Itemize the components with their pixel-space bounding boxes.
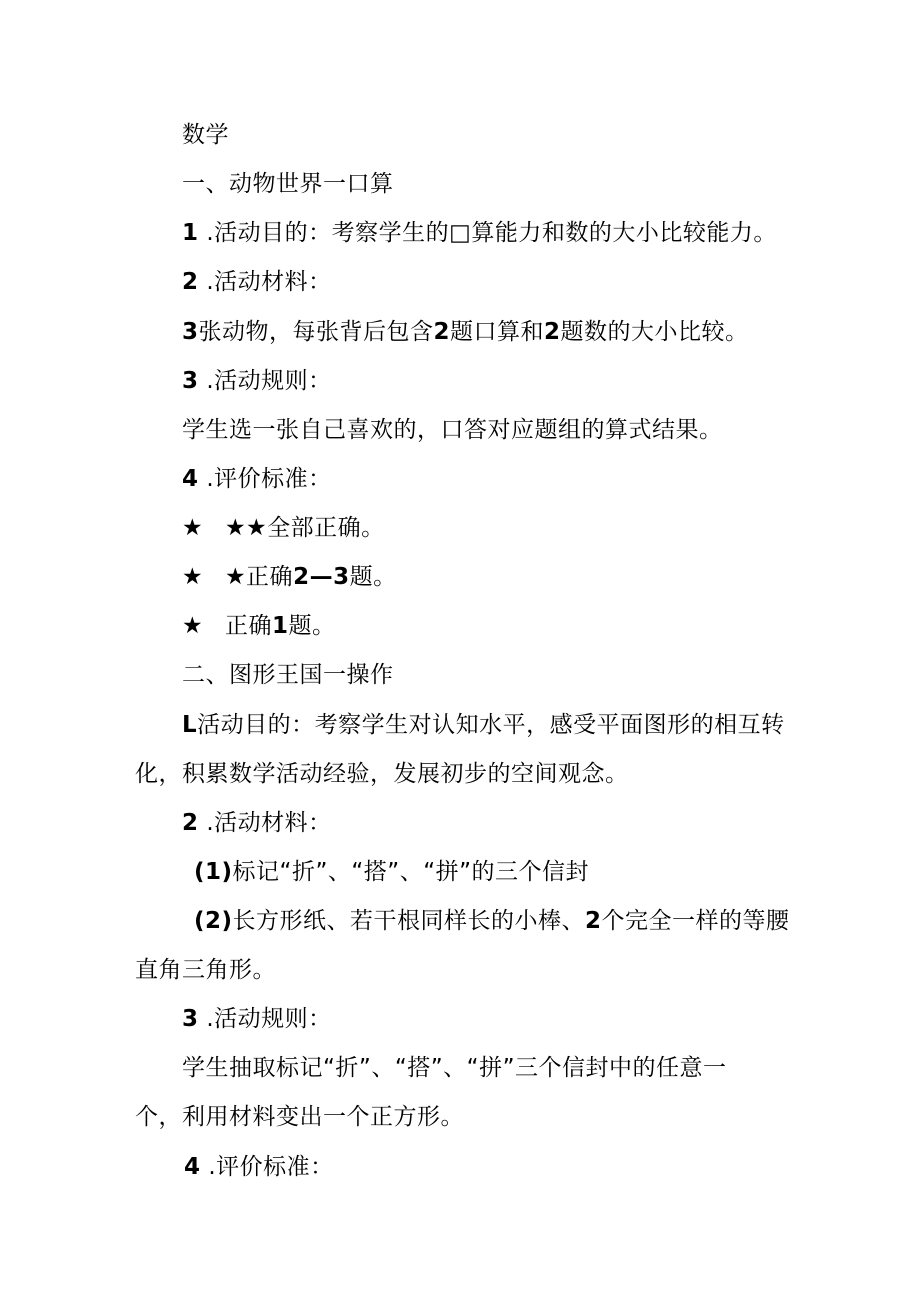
s2-item-3-number: 3 (182, 1006, 199, 1032)
s2-material-2-n1: 2 (585, 908, 602, 934)
section-1-heading: 一、动物世界一口算 (182, 171, 394, 197)
s1-eval-2-n1: 2—3 (293, 564, 350, 590)
s2-material-2-t1: 长方形纸、若干根同样长的小棒、 (232, 908, 586, 934)
s1-item-1-text: .活动目的：考察学生的□算能力和数的大小比较能力。 (206, 220, 777, 246)
s1-item-3-number: 3 (182, 368, 199, 394)
s2-item-2-text: .活动材料： (206, 810, 332, 836)
s2-material-2-line2: 直角三角形。 (135, 957, 276, 983)
s1-material-n1: 3 (182, 319, 199, 345)
s1-eval-2 (182, 562, 397, 592)
s2-item-3 (182, 1004, 332, 1034)
s2-item-4 (184, 1152, 334, 1182)
s2-item-3-text: .活动规则： (206, 1006, 332, 1032)
s2-item-1-text: 活动目的：考察学生对认知水平，感受平面图形的相互转 (197, 712, 785, 738)
s1-material-t3: 题数的大小比较。 (560, 319, 749, 345)
s1-material-text (182, 317, 749, 347)
s1-eval-1-text: ★★全部正确。 (224, 515, 385, 541)
s1-eval-3 (182, 611, 335, 641)
s2-material-2-line1 (194, 906, 790, 936)
s2-item-2 (182, 808, 332, 838)
s1-material-t2: 题口算和 (450, 319, 545, 345)
s2-material-1 (194, 857, 589, 887)
s1-eval-3-n1: 1 (271, 613, 289, 639)
s1-item-2 (182, 267, 332, 297)
star-bullet-icon: ★ (182, 564, 204, 590)
star-bullet-icon: ★ (182, 613, 204, 639)
s2-item-1-line2: 化，积累数学活动经验，发展初步的空间观念。 (135, 761, 629, 787)
subject-title: 数学 (182, 122, 229, 148)
s2-item-1-line1 (182, 710, 785, 740)
s2-item-2-number: 2 (182, 810, 199, 836)
s2-rule-line1: 学生抽取标记“折”、“搭”、“拼”三个信封中的任意一 (182, 1055, 727, 1081)
s2-item-4-text: .评价标准： (208, 1154, 334, 1180)
s1-material-n3: 2 (544, 319, 561, 345)
s1-rule-text: 学生选一张自己喜欢的，口答对应题组的算式结果。 (182, 417, 723, 443)
s1-eval-3-t2: 题。 (288, 613, 336, 639)
s1-material-t1: 张动物，每张背后包含 (198, 319, 434, 345)
s1-item-4-number: 4 (182, 466, 199, 492)
s1-item-3-text: .活动规则： (206, 368, 332, 394)
star-bullet-icon: ★ (182, 515, 204, 541)
s2-rule-line2: 个，利用材料变出一个正方形。 (135, 1104, 464, 1130)
s1-item-4 (182, 464, 332, 494)
s1-item-2-text: .活动材料： (206, 269, 332, 295)
s1-eval-2-t1: ★正确 (224, 564, 294, 590)
s1-item-1 (182, 218, 777, 248)
s1-item-4-text: .评价标准： (206, 466, 332, 492)
s1-item-2-number: 2 (182, 269, 199, 295)
s1-eval-2-t2: 题。 (349, 564, 397, 590)
s1-eval-1 (182, 513, 385, 543)
s2-material-2-number: (2) (194, 908, 233, 934)
s2-material-1-text: 标记“折”、“搭”、“拼”的三个信封 (232, 859, 590, 885)
s2-item-4-number: 4 (184, 1154, 201, 1180)
s2-material-1-number: (1) (194, 859, 233, 885)
s1-material-n2: 2 (433, 319, 451, 345)
s1-item-3 (182, 366, 332, 396)
s1-item-1-number: 1 (182, 220, 199, 246)
s1-eval-3-t1: 正确 (224, 613, 272, 639)
section-2-heading: 二、图形王国一操作 (182, 662, 394, 688)
s2-material-2-t2: 个完全一样的等腰 (601, 908, 790, 934)
s2-item-1-number: L (182, 712, 198, 738)
